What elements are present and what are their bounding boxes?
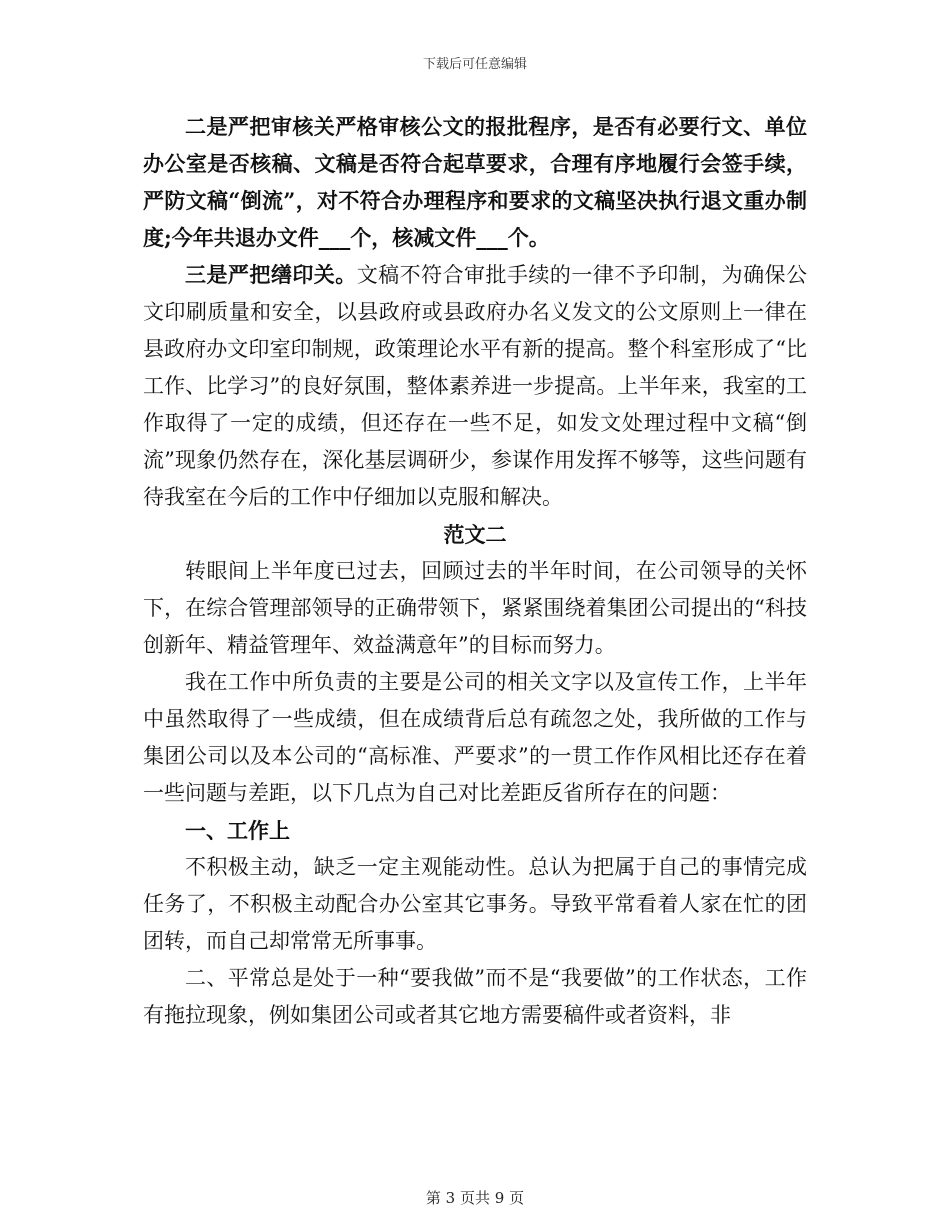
paragraph-review-procedure: 二是严把审核关严格审核公文的报批程序，是否有必要行文、单位办公室是否核稿、文稿是否符合起草要求，合理有序地履行会签手续，严防文稿“倒流”，对不符合办理程序和要求的文稿坚决执行退文重办制度;今年共退办文件___个，核减文件___个。 <box>143 114 807 250</box>
paragraph-printing-text: 文稿不符合审批手续的一律不予印制，为确保公文印刷质量和安全，以县政府或县政府办名义发文的公文原则上一律在县政府办文印室印制规，政策理论水平有新的提高。整个科室形成了“比工作、比学习”的良好氛围，整体素养进一步提高。上半年来，我室的工作取得了一定的成绩，但还存在一些不足，如发文处理过程中文稿“倒流”现象仍然存在，深化基层调研少，参谋作用发挥不够等，这些问题有待我室在今后的工作中仔细加以克服和解决。 <box>143 263 808 509</box>
paragraph-work-state: 二、平常总是处于一种“要我做”而不是“我要做”的工作状态，工作有拖拉现象，例如集团公司或者其它地方需要稿件或者资料，非 <box>143 966 807 1027</box>
paragraph-lead-printing: 三是严把缮印关。 <box>185 262 357 287</box>
page-header: 下载后可任意编辑 <box>422 57 527 72</box>
document-body <box>143 108 807 1034</box>
section-heading: 范文二 <box>443 522 507 547</box>
paragraph-printing <box>143 256 807 516</box>
subheading-work: 一、工作上 <box>185 818 290 843</box>
page-footer: 第 3 页共 9 页 <box>425 1189 525 1207</box>
paragraph-initiative: 不积极主动，缺乏一定主观能动性。总认为把属于自己的事情完成任务了，不积极主动配合办公室其它事务。导致平常看着人家在忙的团团转，而自己却常常无所事事。 <box>143 855 807 953</box>
paragraph-responsibility: 我在工作中所负责的主要是公司的相关文字以及宣传工作，上半年中虽然取得了一些成绩，但在成绩背后总有疏忽之处，我所做的工作与集团公司以及本公司的“高标准、严要求”的一贯工作作风相比还存在着一些问题与差距，以下几点为自己对比差距反省所存在的问题： <box>143 670 807 805</box>
paragraph-intro: 转眼间上半年度已过去，回顾过去的半年时间，在公司领导的关怀下，在综合管理部领导的正确带领下，紧紧围绕着集团公司提出的“科技创新年、精益管理年、效益满意年”的目标而努力。 <box>143 559 807 657</box>
